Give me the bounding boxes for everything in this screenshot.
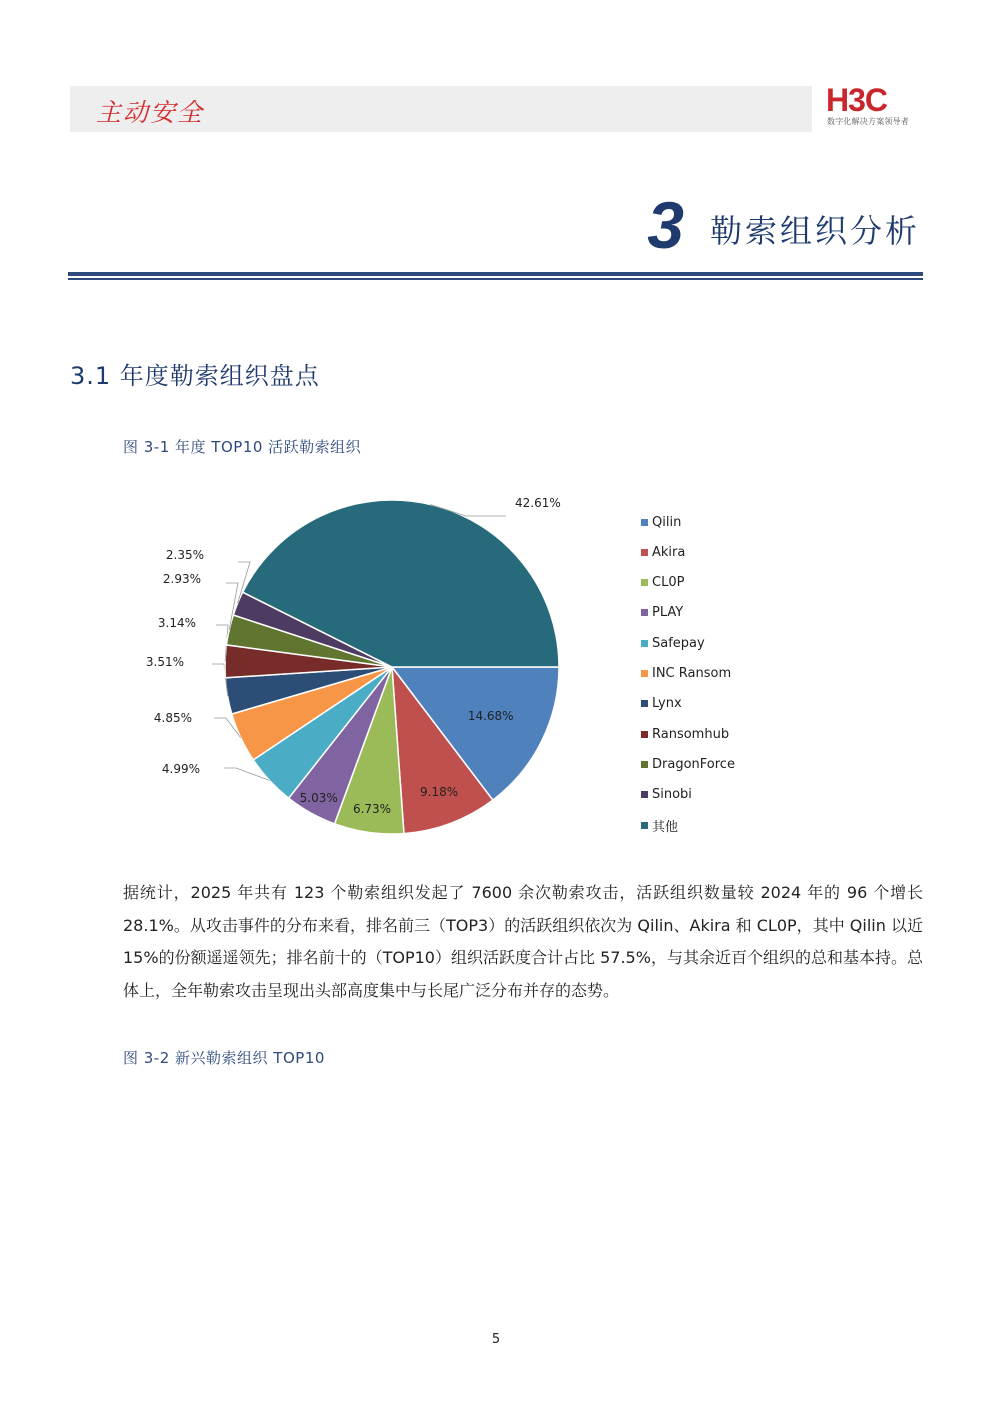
legend-item [641,816,678,834]
data-label: 3.14% [157,616,196,630]
legend-swatch [641,579,648,586]
chapter-rule-thin [68,278,923,280]
data-label: 5.03% [299,791,338,806]
chapter-title: 勒索组织分析 [709,212,920,250]
data-label: 9.18% [420,785,459,799]
legend-item [641,755,735,773]
data-label: 4.85% [153,711,192,725]
legend-swatch [641,731,648,738]
legend-swatch [641,640,648,647]
logo-mark: H3C [826,82,888,118]
legend-item [641,543,685,561]
legend-swatch [641,761,648,768]
h3c-logo [826,84,922,128]
legend-item [641,665,731,683]
chapter-heading [647,190,920,260]
legend-item [641,634,705,652]
legend-label: PLAY [652,605,684,621]
legend-item [641,725,729,743]
chapter-number: 3 [647,188,684,262]
data-label: 3.51% [145,655,184,669]
legend-item [641,695,682,713]
header-title: 主动安全 [96,98,205,127]
data-label: 14.68% [467,709,514,723]
page-number: 5 [491,1332,501,1347]
legend-label: CL0P [652,575,685,591]
legend-item [641,574,684,592]
figure-caption-1: 图 3-1 年度 TOP10 活跃勒索组织 [123,438,362,456]
legend-label: INC Ransom [652,666,732,681]
legend-label: Qilin [652,514,682,530]
legend-label: Sinobi [652,787,692,803]
body-paragraph: 据统计，2025 年共有 123 个勒索组织发起了 7600 余次勒索攻击，活跃组织数量较 2024 年的 96 个增长 28.1%。从攻击事件的分布来看，排名前三（TOP3）的活跃组织依次为 Qilin、Akira 和 CL0P，其中 Qilin 以近 15%的份额遥遥领先；排名前十的（TOP10）组织活跃度合计占比 57.5%，与其余近百个组织的总和基本持。总体上，全年勒索攻击呈现出头部高度集中与长尾广泛分布并存的态势。 [123,883,923,1000]
header-bar [70,86,812,132]
chapter-rule-thick [68,272,923,276]
logo-tagline: 数字化解决方案领导者 [827,117,909,126]
legend-item [641,513,681,531]
legend-swatch [641,549,648,556]
legend-swatch [641,519,648,526]
data-label: 4.99% [161,762,200,776]
figure-caption-2: 图 3-2 新兴勒索组织 TOP10 [123,1049,325,1067]
legend-swatch [641,609,648,616]
data-label: 6.73% [352,802,392,817]
legend-swatch [641,791,648,798]
legend-item [641,786,692,804]
legend-swatch [641,700,648,707]
data-label: 42.61% [515,496,561,510]
legend-item [641,604,683,622]
legend-label: Lynx [652,696,682,712]
legend-swatch [641,822,648,829]
legend-label: Akira [652,544,686,560]
legend-label: Safepay [652,635,705,651]
legend-swatch [641,670,648,677]
data-label: 2.35% [165,548,204,562]
pie-chart [120,480,580,850]
legend-label: DragonForce [652,756,735,772]
legend-label: Ransomhub [652,726,730,742]
data-label: 2.93% [162,572,201,586]
legend-label: 其他 [652,819,679,835]
section-heading: 3.1 年度勒索组织盘点 [70,362,320,390]
